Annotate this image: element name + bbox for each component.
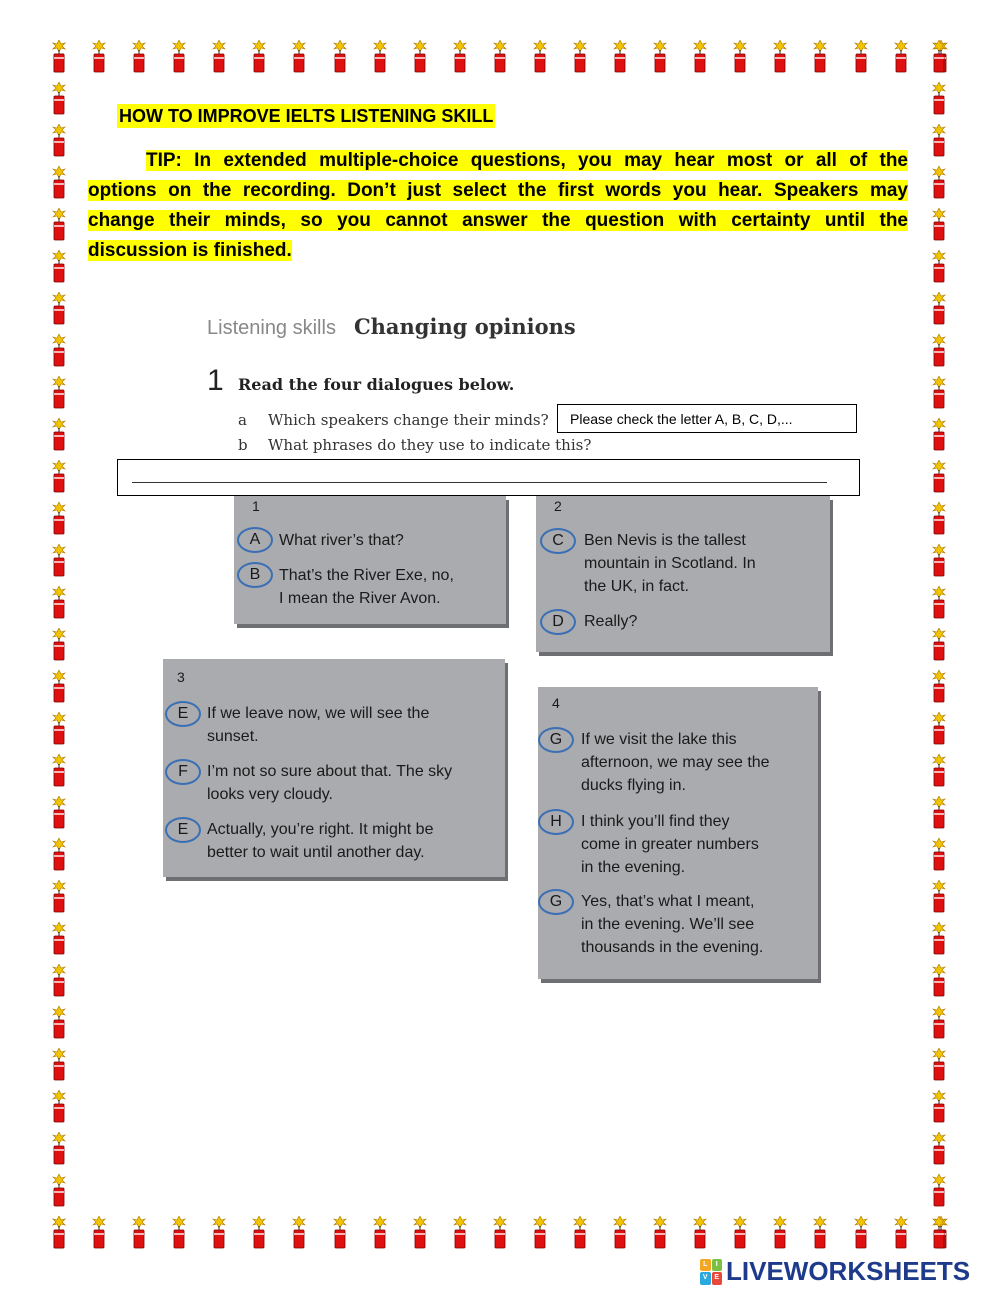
firecracker-icon (48, 292, 70, 326)
dialogue-line: sunset. (207, 728, 259, 745)
page-title: HOW TO IMPROVE IELTS LISTENING SKILL (119, 106, 494, 126)
firecracker-icon (729, 1216, 751, 1250)
tip-line: options on the recording. Don’t just select the first words you hear. Speakers may (88, 180, 908, 201)
firecracker-icon (409, 1216, 431, 1250)
firecracker-icon (88, 40, 110, 74)
answer-choice-circle[interactable]: E (165, 701, 201, 727)
firecracker-icon (928, 964, 950, 998)
sub-question-a (238, 411, 549, 429)
firecracker-icon (689, 40, 711, 74)
answer-choice-circle[interactable]: H (538, 809, 574, 835)
firecracker-icon (489, 1216, 511, 1250)
dialogue-line: I mean the River Avon. (279, 590, 441, 607)
dialogue-line: thousands in the evening. (581, 939, 764, 956)
firecracker-icon (928, 1048, 950, 1082)
firecracker-icon (248, 1216, 270, 1250)
dialogue-line: better to wait until another day. (207, 844, 425, 861)
firecracker-icon (48, 712, 70, 746)
badge-letter: V (700, 1272, 711, 1285)
firecracker-icon (890, 1216, 912, 1250)
firecracker-icon (928, 1174, 950, 1208)
firecracker-icon (88, 1216, 110, 1250)
firecracker-icon (928, 376, 950, 410)
dialogue-line: I think you’ll find they (581, 813, 730, 830)
badge-letter: I (712, 1259, 723, 1272)
firecracker-icon (928, 334, 950, 368)
firecracker-icon (409, 40, 431, 74)
dialogue-card-2 (536, 496, 830, 652)
firecracker-icon (928, 124, 950, 158)
firecracker-icon (48, 166, 70, 200)
firecracker-icon (48, 1048, 70, 1082)
firecracker-icon (48, 418, 70, 452)
dialogue-line: in the evening. We’ll see (581, 916, 755, 933)
dialogue-line: That’s the River Exe, no, (279, 567, 454, 584)
firecracker-icon (850, 40, 872, 74)
firecracker-icon (288, 1216, 310, 1250)
firecracker-icon (928, 502, 950, 536)
dialogue-card-3 (163, 659, 505, 877)
dialogue-line: in the evening. (581, 859, 686, 876)
firecracker-icon (928, 628, 950, 662)
sub-letter: b (238, 436, 248, 454)
answer-choice-circle[interactable]: G (538, 727, 574, 753)
sub-text: What phrases do they use to indicate this? (268, 436, 592, 454)
firecracker-icon (248, 40, 270, 74)
firecracker-icon (449, 1216, 471, 1250)
firecracker-icon (609, 1216, 631, 1250)
firecracker-icon (288, 40, 310, 74)
firecracker-icon (48, 208, 70, 242)
firecracker-icon (48, 250, 70, 284)
firecracker-icon (48, 502, 70, 536)
answer-choice-circle[interactable]: D (540, 609, 576, 635)
border-right (928, 40, 950, 1250)
firecracker-icon (928, 1216, 950, 1250)
dialogue-line: Really? (584, 613, 638, 630)
firecracker-icon (168, 40, 190, 74)
firecracker-icon (48, 334, 70, 368)
firecracker-icon (48, 376, 70, 410)
firecracker-icon (48, 628, 70, 662)
answer-box-letters[interactable]: Please check the letter A, B, C, D,... (557, 404, 857, 433)
card-number: 4 (552, 695, 560, 711)
firecracker-icon (809, 1216, 831, 1250)
firecracker-icon (928, 40, 950, 74)
firecracker-icon (529, 1216, 551, 1250)
firecracker-icon (928, 82, 950, 116)
firecracker-icon (48, 922, 70, 956)
firecracker-icon (928, 1132, 950, 1166)
firecracker-icon (928, 1090, 950, 1124)
firecracker-icon (928, 586, 950, 620)
firecracker-icon (128, 40, 150, 74)
border-top (48, 40, 952, 74)
firecracker-icon (609, 40, 631, 74)
dialogue-line: mountain in Scotland. In (584, 555, 756, 572)
firecracker-icon (928, 250, 950, 284)
card-number: 1 (252, 498, 260, 514)
sub-question-b (238, 436, 591, 454)
firecracker-icon (928, 544, 950, 578)
firecracker-icon (168, 1216, 190, 1250)
tip-paragraph (88, 146, 908, 266)
firecracker-icon (369, 1216, 391, 1250)
firecracker-icon (48, 880, 70, 914)
firecracker-icon (48, 1174, 70, 1208)
firecracker-icon (890, 40, 912, 74)
firecracker-icon (928, 166, 950, 200)
dialogue-line: What river’s that? (279, 532, 404, 549)
firecracker-icon (48, 586, 70, 620)
answer-choice-circle[interactable]: F (165, 759, 201, 785)
section-title: Changing opinions (353, 314, 576, 339)
firecracker-icon (48, 460, 70, 494)
dialogue-line: If we leave now, we will see the (207, 705, 430, 722)
firecracker-icon (928, 712, 950, 746)
dialogue-line: Actually, you’re right. It might be (207, 821, 434, 838)
border-bottom (48, 1216, 952, 1250)
tip-line: change their minds, so you cannot answer the question with certainty until the (88, 210, 908, 231)
firecracker-icon (48, 82, 70, 116)
firecracker-icon (489, 40, 511, 74)
dialogue-card-4 (538, 687, 818, 979)
firecracker-icon (649, 40, 671, 74)
firecracker-icon (729, 40, 751, 74)
firecracker-icon (529, 40, 551, 74)
firecracker-icon (48, 1132, 70, 1166)
firecracker-icon (928, 292, 950, 326)
dialogue-line: If we visit the lake this (581, 731, 737, 748)
firecracker-icon (928, 208, 950, 242)
badge-letter: L (700, 1259, 711, 1272)
logo-text: LIVEWORKSHEETS (726, 1256, 971, 1286)
firecracker-icon (48, 838, 70, 872)
firecracker-icon (809, 40, 831, 74)
firecracker-icon (329, 40, 351, 74)
logo-badge-icon (700, 1259, 722, 1285)
firecracker-icon (48, 40, 70, 74)
answer-choice-circle[interactable]: E (165, 817, 201, 843)
firecracker-icon (928, 838, 950, 872)
firecracker-icon (928, 670, 950, 704)
dialogue-line: looks very cloudy. (207, 786, 333, 803)
firecracker-icon (48, 796, 70, 830)
answer-choice-circle[interactable]: G (538, 889, 574, 915)
tip-line: TIP: In extended multiple-choice questions, you may hear most or all of the (146, 150, 908, 171)
firecracker-icon (649, 1216, 671, 1250)
dialogue-line: I’m not so sure about that. The sky (207, 763, 453, 780)
firecracker-icon (48, 1006, 70, 1040)
sub-letter: a (238, 411, 247, 429)
firecracker-icon (569, 1216, 591, 1250)
liveworksheets-logo (700, 1256, 970, 1287)
firecracker-icon (850, 1216, 872, 1250)
sub-text: Which speakers change their minds? (268, 411, 549, 429)
firecracker-icon (208, 1216, 230, 1250)
answer-choice-circle[interactable]: A (237, 527, 273, 553)
exercise-number: 1 (207, 364, 224, 397)
card-number: 2 (554, 498, 562, 514)
firecracker-icon (449, 40, 471, 74)
answer-box-phrases[interactable] (117, 459, 860, 496)
dialogue-line: come in greater numbers (581, 836, 759, 853)
firecracker-icon (369, 40, 391, 74)
dialogue-line: afternoon, we may see the (581, 754, 770, 771)
firecracker-icon (928, 880, 950, 914)
firecracker-icon (48, 544, 70, 578)
firecracker-icon (928, 922, 950, 956)
firecracker-icon (48, 670, 70, 704)
firecracker-icon (928, 796, 950, 830)
dialogue-line: ducks flying in. (581, 777, 686, 794)
border-left (48, 40, 70, 1250)
dialogue-line: the UK, in fact. (584, 578, 689, 595)
firecracker-icon (928, 754, 950, 788)
firecracker-icon (928, 460, 950, 494)
firecracker-icon (329, 1216, 351, 1250)
firecracker-icon (48, 754, 70, 788)
firecracker-icon (128, 1216, 150, 1250)
answer-choice-circle[interactable]: B (237, 562, 273, 588)
firecracker-icon (48, 964, 70, 998)
firecracker-icon (48, 124, 70, 158)
firecracker-icon (689, 1216, 711, 1250)
tip-line: discussion is finished. (88, 240, 292, 261)
badge-letter: E (712, 1272, 723, 1285)
section-heading (207, 314, 576, 340)
firecracker-icon (48, 1216, 70, 1250)
firecracker-icon (769, 1216, 791, 1250)
section-label: Listening skills (207, 317, 336, 339)
dialogue-card-1 (234, 496, 506, 624)
firecracker-icon (928, 418, 950, 452)
answer-line (132, 482, 827, 483)
card-number: 3 (177, 669, 185, 685)
dialogue-line: Ben Nevis is the tallest (584, 532, 746, 549)
dialogue-line: Yes, that’s what I meant, (581, 893, 755, 910)
firecracker-icon (928, 1006, 950, 1040)
firecracker-icon (769, 40, 791, 74)
firecracker-icon (208, 40, 230, 74)
firecracker-icon (48, 1090, 70, 1124)
firecracker-icon (569, 40, 591, 74)
answer-choice-circle[interactable]: C (540, 528, 576, 554)
exercise-instruction: Read the four dialogues below. (238, 375, 515, 394)
